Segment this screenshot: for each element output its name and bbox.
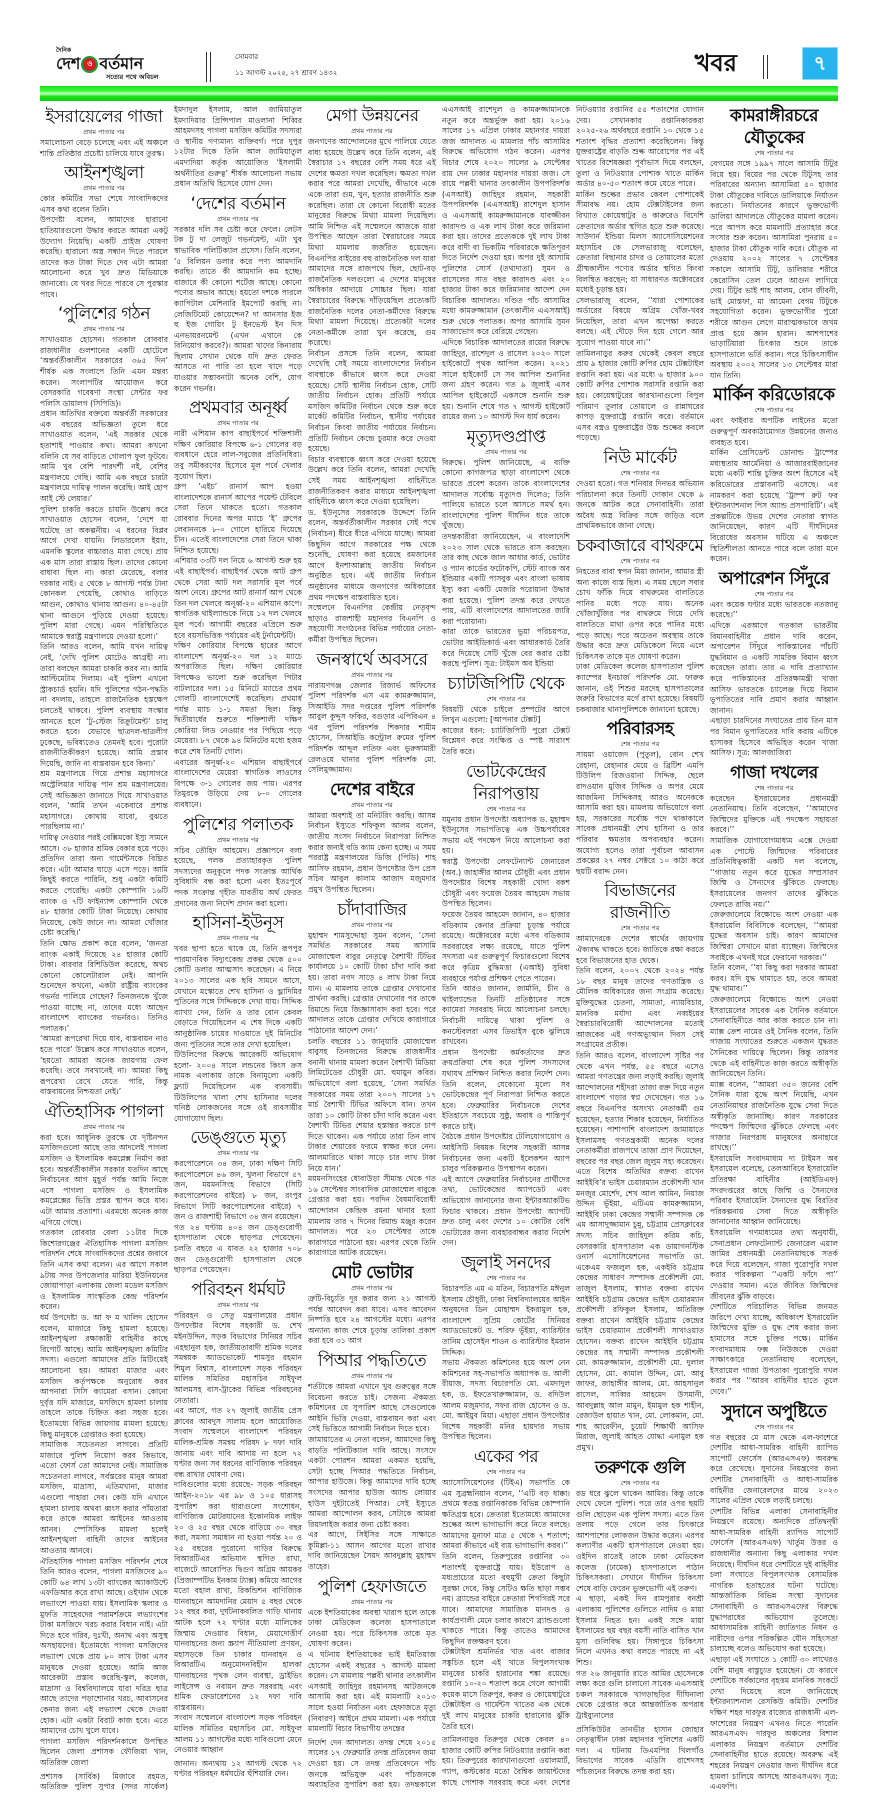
article-headline[interactable]: দেশের বাইরে [330, 779, 414, 800]
continued-from-label: শেষ পাতার পর [620, 924, 660, 933]
continued-from-label: প্রথম পাতার পর [351, 127, 393, 135]
article-continuation[interactable] [576, 1725, 704, 1778]
news-article[interactable] [442, 426, 570, 670]
article-headline[interactable]: চাঁদাবাজির [337, 899, 407, 920]
article-headline[interactable]: ভোটকেন্দ্রের নিরাপত্তায় [466, 761, 546, 804]
article-body: রড ধরে ঝুলে থাকেন আমির। কিন্তু তাকে দেখে ফেলে পুলিশ। পরে তার ওপর ছয়টি গুলি ছোড়েন এক পুলিশ সদস্য। এতে তিন তলায় পড়ে গেলে তার চিৎকারে আশপাশের লোকজন উদ্ধার করেন। এরপর কল্যাণীর একটি হাসপাতালে নেওয়া হয়। ওইদিন রাতেই তাকে ঢাকা মেডিকেল কলেজ (ঢামেক) হাসপাতালে পাঠান চিকিৎসকরা। সেখানে দীর্ঘদিন চিকিৎসা শেষে বাড়ি ফেরেন ভুক্তভোগী এই তরুণ। এ ছাড়া, একই দিন রামপুরার বনশ্রী এলাকায় পুলিশের গুলিতে নাদিম ও মায়া ইসলাম নিহত হন। একই সঙ্গে মায়া ইসলামের ছয় বছর বয়সী নাতি বাসিত খান মুসা গুলিবিদ্ধ হয়। সিঙ্গাপুরে চিকিৎসা নিলে এখনও কথা বলতে পারছে না এই শিশু। গত ২৬ জানুয়ারি রাতে আমির হোসেনকে লক্ষ্য করে গুলি চালানো সাবেক এএসআই চঞ্চল সরকারকে খাগড়াছড়ির দীঘিনালা থেকে গ্রেপ্তার করে আন্তর্জাতিক অপরাধ ট্রাইব্যুনালের [576, 1488, 704, 1720]
news-columns [40, 105, 838, 1793]
article-body: গত বছরের মে মাস থেকে এল-ফাশেরে দেশটির আধা-সামরিক বাহিনী র‍্যাপিড সাপোর্ট ফোর্সেস (আরএসএফ) অবরুদ্ধ করে রেখেছে। সুদানের নিয়ন্ত্রণের জন্য দেশটির সেনাবাহিনী ও আধা-সামরিক বাহিনীর জেনারেলদের মাঝে ২০২৩ সালের এপ্রিল থেকে লড়াই চলছে। দেশটির বিভিন্ন এলাকা সেনাবাহিনীর নিয়ন্ত্রণে রয়েছে। অন্যদিকে প্রতিদ্বন্দ্বী আধা-সামরিক বাহিনী র‍্যাপিড সাপোর্ট ফোর্সেস (আরএসএফ) খার্তুম উত্তর ও রাজধানীর অন্যান্য কিছু এলাকার দখল নিয়েছে। দীর্ঘদিন ধরে দেশটিতে দুই বাহিনীর চলা সংঘাতে বিপুলসংখ্যক বেসামরিক নাগরিক হতাহতের ঘটনা ঘটেছে। আন্তর্জাতিক বিভিন্ন সংস্থা সুদানের সেনাবাহিনী ও আরএসএফের বিরুদ্ধে যুদ্ধাপরাধের অভিযোগ তুলেছে। আধাসামরিক বাহিনী জাতিগত নিধন ও নারীদের ওপর পরিকল্পিত যৌন সহিংসতা চালাচ্ছে বলেও অভিযোগ করা হয়েছে। এছাড়া এই সংঘাতে ১ কোটি ৩০ লাখেরও বেশি মানুষ বাস্তুচ্যুত হয়েছেন। যে কারণে দেশটিকে সর্বকালের বৃহত্তম মানবিক সংকটে দেখা দিয়েছে বলে জানিয়েছে ইন্টারন্যাশনাল রেসকিউ কমিটি। দেশটির দক্ষিণ শহর দারফুর রাজ্যের রাজধানী এল-ফাশেরের নিয়ন্ত্রণ এখনও নিতে পারেনি আরএসএফ। দারফুর অঞ্চলের বিশাল এলাকার নিয়ন্ত্রণ বর্তমানে দেশটির সেনাবাহিনীর হাতে রয়েছে। অবরুদ্ধ এই শহরের নিয়ন্ত্রণ নেওয়ার জন্য দীর্ঘদিন ধরে হামলা চালিয়ে আসছে আরএসএফ। সূত্র: এএফপি। [710, 1432, 838, 1792]
article-body: শর্তটাকে আমরা এখানে খুব গুরুত্বের সঙ্গে বিবেচনা করতে চাই। সেজন্য ঐকমত্য কমিশনের যে সুপারিশ আছে সেগুলোকে আইনি ভিত্তি দেওয়া, বাস্তবায়ন করা এবং সেই ভিত্তিতে আগামী নির্বাচন দিতে হবে। জামায়াতের এ নেতা বলেন, আমাদের কিছু বাড়তি পলিটিক্যাল দাবি আছে। সংসদে একটা পোরশন আমরা একমত হয়েছি, সেটা হচ্ছে পিআর পদ্ধতিতে নির্বাচন, আপার হাউজে। কিন্তু আমাদের দাবি হচ্ছে সংসদের আপার হাউজ অ্যান্ড লোয়ার হাউস দুইটাতেই পিআর। সেই ইস্যুতে আমরা আন্দোলন করব, সেটাকে আমরা রিয়ালাইজ করার জন্য চেষ্টা করব। এর আগে, সিইসির সঙ্গে সাক্ষাতে কুমিল্লা-১১ আসন আগের মতো রাখার দাবি জানিয়েছেন সৈয়দ আবদুল্লাহ মুহাম্মদ তাহের। [308, 1381, 436, 1572]
news-article[interactable] [174, 1127, 302, 1276]
article-body: জানান। অন্যথায় ১২ আগস্ট থেকে ৭২ ঘণ্টার পরিবহন ধর্মঘটের হুঁশিয়ারি দেন। [174, 1758, 302, 1779]
article-headline[interactable]: মেগা উন্নয়নের [325, 106, 419, 126]
article-headline[interactable]: মৃত্যুদণ্ডপ্রাপ্ত [466, 426, 546, 447]
news-article[interactable] [710, 384, 838, 564]
header-divider [763, 55, 768, 79]
continued-from-label: শেষ পাতার পর [486, 1467, 526, 1476]
article-headline[interactable]: চ্যাটজিপিটি থেকে [447, 673, 565, 694]
news-article[interactable] [308, 779, 436, 896]
continued-from-label: প্রথম পাতার পর [351, 1284, 393, 1292]
continued-from-label: প্রথম পাতার পর [83, 325, 125, 334]
issue-date: ১১ আগস্ট ২০২৫, ২৭ শ্রাবণ ১৪৩২ [235, 69, 338, 77]
news-article[interactable] [442, 761, 570, 1249]
news-article[interactable] [576, 880, 704, 1453]
article-headline[interactable]: জুলাই সনদের [461, 1253, 551, 1273]
continued-from-label: প্রথম পাতার পর [83, 128, 125, 136]
issue-day: সোমবার [235, 53, 259, 61]
article-body: করা হবে। আধুনিক তুরস্কে যে দৃষ্টিনন্দন মসজিদগুলো আছে তার আদলেই পাগলা মসজিদ ও ইসলামিক কমপ্লেক্স নির্মাণ করা হবে। অন্তর্বর্তীকালীন সরকার যতদিন আছে নির্বাচনের আগ মুহূর্ত পর্যন্ত আমি নিজে এসে পাগলা মসজিদ ও ইসলামিক কমপ্লেক্সের ভিত্তি প্রস্তর স্থাপন করে যাব। এটা আমার প্রত্যাশা। এরমধ্যে অনেক কাজ এগিয়ে গেছে। গতকাল রোববার বেলা ১১টার দিকে কিশোরগঞ্জের ঐতিহাসিক পাগলা মসজিদ পরিদর্শন শেষে সাংবাদিকদের প্রশ্নের জবাবে তিনি এসব কথা বলেন। এর আগে সকাল ৯টায় সদর উপজেলার মারিয়া ইউনিয়নের জোয়াপাড়া এলাকায় জেলা মডেল মসজিদ ও ইসলামিক সাংস্কৃতিক কেন্দ্র পরিদর্শন করেন। ধর্ম উপদেষ্টা ড. আ ফ ম খালিদ হোসেন বলেন, মাজারে কিছু হামলা হয়েছে। আইনশৃঙ্খলা রক্ষাকারী বাহিনীর কাছে রিপোর্ট আছে। আমি আইনশৃঙ্খলা কমিটির সদস্য। এগুলো আমাদের প্রতি মিটিংয়েই আলোচনা হয়। আমরা মাজার এবং মসজিদ কর্তৃপক্ষকে অনুরোধ করব আপনারা সিসি ক্যামেরা বসান। কোনো দুর্বৃত্ত যদি মাজারে, মসজিদে হামলা চালায় তাহলে তাকে চিহ্নিত করা সহজ হবে। ইতোমধ্যে বিভিন্ন জায়গায় মামলা হয়েছে। কিছু মানুষকে গ্রেপ্তারও করা হয়েছে। সামাজিক সচেতনতা লাগবে। প্রতিটি মাজারে পুলিশ নিয়োগ করব কিভাবে, এতো ফোর্স তো আমাদের নেই। সামাজিক সচেতনতা লাগবে, সর্বস্তরের মানুষ আমরা মসজিদ, মাদ্রাসা, এতিমখানা, মাজার এগুলো পাহারা দেব। কেউ যদি এখানে হামলা চালায় অথবা ধ্বংস করার পাঁয়তারা করে তাকে আমরা আইনের আওতায় আনব। স্পেসিফিক মামলা হলেই আইনশৃঙ্খলা বাহিনী তাদের আইনের আওতায় আনবে। ঐতিহাসিক পাগলা মসজিদ পরিদর্শন শেষে তিনি আরও বলেন, পাগলা মসজিদের ৯০ কোটি ৬৪ লাখ ১৩টা ব্যাংকের অ্যাকাউন্টে এফডিআর করে রাখা আছে। ওইখান থেকে লভ্যাংশে পাওয়া যায়। ইসলামিক স্কলার ও মুফতি সাহেবদের পরামর্শক্রমে লভ্যাংশের টাকা মসজিদে খরচ করার বিধান নাই। এটা দিতে হবে গরিব, দুঃখী, অনাথ এবং অসুস্থ অসহায়দের। ইতোমধ্যে পাগলা মসজিদের লভ্যাংশ থেকে প্রায় ৮০ লাখ টাকা এসব মানুষকে দেওয়া হয়েছে। আমি আজ আরেকটা প্রস্তাব করেছি-স্কুল, কলেজ, মাদ্রাসা ও বিশ্ববিদ্যালয়ে যারা দরিদ্র ছাত্র আছে তাদের পড়াশোনার খরচ, আবাসনের কেনার জন্য এই লভ্যাংশ থেকে দেওয়া হোক। এটা একটা বিরাট কাজ হবে। এতে আমাদের চোখ খুলে যাবে। পাগলা মসজিদ পরিদর্শনকালে উপস্থিত ছিলেন জেলা প্রশাসক ফৌজিয়া খান, অতিরিক্ত জেলা [40, 1132, 168, 1767]
article-headline[interactable]: নিউ মার্কেট [603, 448, 677, 468]
continued-from-label: প্রথম পাতার পর [351, 1371, 393, 1380]
article-body: সাখাওয়াত হোসেন। গতকাল রোববার রাজধানীর গুলশানের একটি হোটেলে ‘অন্তর্বর্তীকালীন সরকারের ৩৬৫ দিন’ শীর্ষক এক সংলাপে তিনি এমন মন্তব্য করেন। সংলাপটির আয়োজন করে বেসরকারি গবেষণা সংস্থা সেন্টার ফর পলিসি ডায়ালগ (সিপিডি)। প্রধান অতিথির বক্তব্যে অন্তর্বর্তী সরকারের এক বছরের অভিজ্ঞতা তুলে ধরে সাখাওয়াত বলেন, ‘এই সরকার থেকে হতাশাই পাওয়ার কথা। আমরা কখনো বলিনি যে সব বাড়িতে গোলাপ ফুল ফুটবে। আমি খুব বেশি পারদর্শী নই, বেশির মন্ত্রণালয়ে গেছি। আমি এক বছরে চারটা মন্ত্রণালয়ে দায়িত্ব পালন করেছি। আই হোপ আই স্টে লেয়ার।’ পুলিশ চাকরি করতে চায়নি উল্লেখ করে সাখাওয়াত হোসেন বলেন, ‘দেশে যা ঘটেছে তা অকল্পনীয়। এ ধরনের বিপ্লব আগে দেখা যায়নি। লিডারলেস ইয়াং, এমনকি স্কুলের বাচ্চারাও মারা গেছে। প্রায় এক মাস তারা রাস্তায় ছিল। তাদের কোনো বাধাবা ছিল না। কারা মেরেছে, বলার দরকার নাই। ৫ থেকে ৮ আগস্ট পর্যন্ত টানা কোনকল পেয়েছি, কোথাও বাড়িতে আগুন, কোথাও থানায় আগুন। ৪০-৪৫টা থানা আগুনে পুড়িয়ে দেওয়া হয়েছে। পুলিশ মারা গেছে। এমন পরিস্থিতিতে আমাকে স্বরাষ্ট্র মন্ত্রণালয়ে দেওয়া হলো।’ তিনি আরও বলেন, আমি যখন দায়িত্ব নেই, ‘দেখি পুলিশ মোটেও আগ্রহী না। তারা বলছেন আমরা চাকরি করব না। আমি আল্টিমেটাম দিলাম। এই পুলিশ এখনো স্ট্রাকচার্ড হয়নি। যদি পুলিশের গঠন-পদ্ধতি না বদলায়, তাহলে রাজনৈতিক হস্তক্ষেপ চলতেই থাকবে। পুলিশ ব্যবস্থায় সংস্কার আনতে হলে ‘টু-স্টেজ রিক্রুটমেন্ট’ চালু করতে হবে। যেভাবে ছাত্রদল-ছাত্রলীগ ঢুকেছে, ভবিষ্যতেও তেমনই হবে। পুরোটা রাজনীতিকীকরণ হয়েছে। আমি প্রস্তাব দিয়েছি, জানি না বাস্তবায়ন হবে কিনা।’ শ্রম মন্ত্রণালয়ে গিয়ে প্রশান্ত মহাসাগরে অস্ট্রেলিয়ার দায়িত্ব পান শ্রম মন্ত্রণালয়ের। সেই অভিজ্ঞতা জানাতে গিয়ে সাখাওয়াত বলেন, ‘আমি তখন একেবারে প্রশান্ত মহাসাগরে। কোথায় যাবো, বুঝতে পারছিলাম না।’ দায়িত্ব নেওয়ার পরই বেক্সিমকো ইস্যু সামনে আসে। ৩৮ হাজার শ্রমিক বেকার হয়ে পড়ে। প্রতিদিন তারা অন্য গার্মেন্টসকে বিঘ্নিত করে। এটা আমার ঘাড়ে এসে পড়ে। আমি কিছুই করতে পারিনি, শুধু একটা কমিটি করতে পেরেছি। একটা কোম্পানি ১৬টি ব্যাংক ও ৭টি ফাইন্যান্স কোম্পানি থেকে ৪৮ হাজার কোটি টাকা নিয়েছে। কোথায় নিয়েছে, কেউ জানে না। আমরা খোঁজার চেষ্টা করেছি।’ তিনি ক্ষোভ প্রকাশ করে বলেন, ‘জনতা ব্যাংক একাই দিয়েছে ২৪ হাজার কোটি টাকা। বারবার রিশিডিউল করেছে, অথচ কোনো কোলেটারাল নেই। আপনি শুনেছেন কখনো, একটা রাষ্ট্রীয় ব্যাংকের গভর্নর পালিয়ে গেছেন? তিনজনকে খুঁজে পাওয়া যাচ্ছে না, তাদের মধ্যে আছেন বাংলাদেশ ব্যাংকের গভর্নরও। তিনিও পলাতক।’ ‘আমরা রূপরেখা দিয়ে যাব, বাস্তবায়ন নাও হতে পারে’ উল্লেখ করে সাখাওয়াত বলেন, ‘হয়তো আমরা অনেক জায়গায় ফেল করেছি। তবে সবখানেই না। আমরা কিছু রূপরেখা রেখে যেতে পারি, কিন্তু বাস্তবায়নের নিশ্চয়তা নেই।’ [40, 335, 168, 1097]
news-article[interactable] [442, 673, 570, 758]
continued-from-label: প্রথম পাতার পর [351, 1597, 393, 1606]
news-article[interactable] [576, 447, 704, 532]
page-number-badge: ৭ [802, 47, 838, 80]
article-headline[interactable]: সুদানে অপুষ্টিতে [721, 1401, 827, 1422]
article-body: আমাদেরকে দেশের স্বার্থের জায়গায় ঐক্যবদ্ধ থাকতে হবে। জাতিকে রক্ষা করতে হবে বিভাজনের হাত থেকে। তিনি বলেন, ২০০৭ থেকে ২০২৪ পর্যন্ত ১৮ বছর মানুষ তাদের গণতান্ত্রিক ও মৌলিক অধিকারের জন্য সংগ্রাম করেছে। মুক্তিযুদ্ধের চেতনা, সাম্যতা, ন্যায়বিচার, মানবিক মর্যাদা এবং নব্বইয়ের স্বৈরাচারবিরোধী আন্দোলনের মতোই আজকের এই গণঅভ্যুত্থান দিবস সেই সংগ্রামের প্রতীক। তিনি আরও বলেন, বাংলাদেশ সৃষ্টির পর থেকে এখন পর্যন্ত, ৫৫ বছরে এসেও আমরা গণতন্ত্রের জন্য লড়াই করছি। জুলাই আন্দোলনের শহীদরা তাজা রক্ত দিয়ে নতুন বাংলাদেশ গড়ার স্বপ্ন দেখেছেন। গত ১৬ বছরে বিএনপির অসংখ্য নেতাকর্মী গুম হয়েছেন, হত্যার শিকার হয়েছেন, নির্যাতিত হয়েছেন। পাশাপাশি বাংলাদেশ জামায়াতে ইসলামসহ গণতন্ত্রকামী অনেক দলের নেতাকর্মীরা রাজপথে তাজা প্রাণ দিয়েছেন, বছরের পর বছর জেল জুলুম সহ্য করেছেন। এতে বিশেষ অতিথির বক্তব্য রাখেন আইইবি’র ভাইস চেয়ারম্যান প্রকৌশলী খান মনজুর মোর্শেদ, শেখ আল আমিন, নিয়াজ উদ্দিন ভূঁইয়া, এটিএম কামরুজ্জামান, আইইবি ঢাকা কেন্দ্রের সম্মানী সম্পাদক কে এম আসাদুজ্জামান চুন্নু, চট্টগ্রাম প্রেসক্লাবের সদস্য সচিব জাহিদুল করিম কচি, বেসরকারি হাসপাতাল এক ডায়াগনস্টিক ওনার্স এসোসিয়েশনের সভাপতি ডা. একেএম ফজলুল হক, একইবি চট্টগ্রাম কেন্দ্রের সাধারণ সম্পাদক প্রকৌশলী মো. তাজুল ইসলাম, স্বাগত বক্তব্য রাখেন আইইবি চট্টগ্রাম কেন্দ্রের ভাইস চেয়ারম্যান প্রকৌশলী রফিকুল ইসলাম, অতিরিক্ত বক্তব্য রাখেন আইইবি চট্টগ্রাম কেন্দ্রের ভাইস চেয়ারম্যান প্রকৌশলী সাখাওয়াত হোসেন। বক্তব্য রাখেন আইইবি চট্টগ্রাম কেন্দ্রের সহ সম্মানী সম্পাদক প্রকৌশলী মো. কামরুজ্জামান, প্রকৌশলী মো. দুলাল হোসেন, মো. কামাল উদ্দিন, মো. আবু জাফর, জাহাঙ্গীর আলম, মো. আহসানুল রাসেল, সাব্বির আহমেদ উসমানী, আবদুল্লাহ আল মামুন, ইমামুল হক শাহীন, রেজাউল হায়াত খান, মো. লোকমান, মো. শাহ আরেফীন, চুয়েট শিক্ষার্থী আসিফ মিরাজ, জুলাই আহত যোদ্ধা এনামুল হক প্রমুখ। [576, 934, 704, 1452]
continued-from-label: প্রথম পাতার পর [485, 447, 527, 456]
article-body: নারায়ণগঞ্জ জেলার রিজার্ভ অফিসের পুলিশ পরিদর্শক এস এম কামরুজ্জামান, সিআইডি সদর দপ্তরের পুলিশ পরিদর্শক আবুল কুদ্দুস ফকির, বগুড়ার এপিবিএন ৪ এর পুলিশ পরিদর্শক শিকদার শামীম হোসেন, সিআইডি কন্ট্রোল রুমের পুলিশ পরিদর্শক আব্দুল লতিফ এবং ভুরুঙ্গামারী রেলওয়ে থানার পুলিশ পরিদর্শক মো. সেলিমুজ্জামান। [308, 680, 436, 775]
continued-from-label: শেষ পাতার পর [754, 589, 794, 598]
logo-text-left: দেশ [56, 54, 81, 73]
news-article[interactable] [576, 535, 704, 715]
continued-from-label: প্রথম পাতার পর [217, 214, 259, 223]
continued-from-label: প্রথম পাতার পর [217, 1300, 259, 1309]
article-body: বিরুদ্ধে। পুলিশ জানিয়েছে, এ ব্যক্তি কোনো কাগজপত্র ছাড়া বাংলাদেশ থেকে ভারতে প্রবেশ করেন। তাকে বাংলাদেশের আদালত সর্বোচ্চ মৃত্যুদণ্ড দিলেও; তিনি পালিয়ে ভারতে চলে আসতে সমর্থ হন। বাংলাদেশের পুলিশ দীর্ঘদিন ধরে তাকে খুঁজছে। তদন্তকারীরা জানিয়েছেন, এ বাংলাদেশি ২০২৩ সাল থেকে ভারতে বাস করছেন। তার কাছ থেকে জাল আধার কার্ড, ভোটার ও প্যান কার্ডের ফটোকপি, স্টেট ব্যাংক অব ইন্ডিয়ার একটি পাসবুক এবং বাংলা ভাষায় ইস্যু করা একটি মেজরি পরোয়ানা উদ্ধার করা হয়েছে। পুলিশ তদন্ত করে দেখতে পায়, এটি বাংলাদেশের আদালতের জারি করা পরোয়ানা। কারা তাকে ভারতের ভুয়া পরিচয়পত্র, ভোটার আইডিকার্ড এবং আধারকার্ড তৈরি করে দিয়েছে সেটি খুঁজে বের করার চেষ্টা করছে পুলিশ। সূত্র: টাইমস অব ইন্ডিয়া [442, 457, 570, 669]
tagline: সত্যের পথে অবিচল [106, 73, 159, 81]
news-article[interactable] [308, 1576, 436, 1735]
masthead-daily-label: দৈনিক [56, 47, 72, 54]
article-headline[interactable]: ইসরায়েলের গাজা [45, 107, 163, 127]
article-headline[interactable]: ‘পুলিশের গঠন [58, 304, 150, 325]
continued-from-label: শেষ পাতার পর [754, 783, 794, 792]
header-divider [206, 52, 211, 82]
news-article[interactable] [576, 718, 704, 877]
news-article[interactable] [710, 762, 838, 1398]
article-headline[interactable]: পরিবারসহ [606, 719, 674, 740]
news-article[interactable] [442, 1446, 570, 1732]
news-article[interactable] [710, 105, 838, 381]
masthead [40, 47, 838, 86]
continued-from-label: প্রথম পাতার পর [351, 670, 393, 679]
article-body: একে ইশতিয়াকের অবস্থা খারাপ হলে তাকে ঢাকা মেডিকেল কলেজ হাসপাতালে নেওয়া হয়। পরে চিকিৎসক তাকে মৃত ঘোষণা করেন। এ ঘটনায় ইশতিয়াকের ভাই ইমতিয়াজ হোসেন একই বছরের ৭ আগস্ট মামলা করেন। সে মামলায় পল্লবী থানার তৎকালীন এসআই জাহিদুর রহমানসহ আটজনকে আসামি করা হয়। এই মামলাটি ২০১৩ সালে হওয়া নির্যাতন এবং হেফাজতে মৃত্যু (নিবারণ) আইনে প্রথম মামলা। এক পর্যায়ে মামলাটি বিচার বিভাগীয় তদন্তের [308, 1607, 436, 1734]
article-body: কোর কমিটির সভা শেষে সাংবাদিকদের এসব কথা বলেন তিনি। উপদেষ্টা বলেন, আমাদের হারানো হাতিয়ারগুলো উদ্ধার করতে আমরা একটু উদ্যোগ নিয়েছি। একটি প্রাইজ ঘোষণা করেছি। হারানো অস্ত্র সন্ধান দিতে পারলে তাদের কত টাকা দিতে দেব এটা আমরা আলোচনা করে খুব দ্রুত মিডিয়াকে জানাবো। যে খবর দিতে পারবে সে পুরস্কার পাবে। [40, 194, 168, 299]
newspaper-logo[interactable] [56, 54, 206, 73]
continued-from-label: প্রথম পাতার পর [83, 1122, 125, 1131]
continued-from-label: শেষ পাতার পর [486, 694, 526, 703]
article-headline[interactable]: তরুণকে গুলি [595, 1457, 685, 1478]
news-article[interactable] [174, 1279, 302, 1756]
article-headline[interactable]: পিআর পদ্ধতিতে [317, 1350, 427, 1371]
continued-from-label: শেষ পাতার পর [754, 406, 794, 415]
article-body: নিহতের বাবা স্বপন মিয়া জানান, আমার স্ত্রী অন্য কাজে ব্যস্ত ছিল। এ সময় ছেলে সবার চোখ ফাঁকি দিয়ে বাথরুমের বালতিতে পানির মধ্যে পড়ে যায়। অনেক খোঁজাখুঁজির পর বাথরুমে গিয়ে দেখি বালতিতে মাথা ওপর করে পানির মধ্যে পড়ে আছে। পরে অচেতন অবস্থায় তাকে উদ্ধার করে দ্রুত মেডিকেলে নিয়ে এলে চিকিৎসক তাকে মৃত ঘোষণা করেন। ঢাকা মেডিকেল কলেজ হাসপাতাল পুলিশ ক্যাম্পের ইনচার্জ পরিদর্শক মো. ফারুক জানান, ওই শিশুর মরদেহ হাসপাতালের জরুরি বিভাগের মর্গে রাখা হয়েছে। বিষয়টি চকবাজার থানাপুলিশকে জানানো হয়েছে। [576, 566, 704, 714]
article-headline[interactable]: মোট ভোটার [331, 1263, 413, 1283]
article-body: নির্দেশ দেন আদালত। তদন্ত শেষে ২০১৫ সালের ১৭ ফেব্রুয়ারি তদন্ত প্রতিবেদন জমা দেওয়া হয়। সে তদন্ত প্রতিবেদনে পাঁচ জনকে অভিযুক্ত এবং পাঁচজনকে অব্যাহতির সুপারিশ করা হয়। তদন্তকালে এএসআই রাশেদুল ও কামরুজ্জামানকে নতুন করে অন্তর্ভুক্ত করা হয়। ২০১৬ সালের ১৭ এপ্রিল ঢাকার মহানগর দায়রা জজ আদালত এ মামলার পাঁচ আসামির বিরুদ্ধে অভিযোগ গঠন করেন। এরপর বিচার শেষে ২০২০ সালের ৯ সেপ্টেম্বর রায় দেন ঢাকার মহানগর দায়রা জজ। সে রায়ে পল্লবী থানার তৎকালীন উপপরিদর্শক (এসআই) জাহিদুর রহমান, সহকারী উপপরিদর্শক (এএসআই) রাশেদুল হাসান ও এএসআই কামরুজ্জামানকে যাবজ্জীবন কারাদণ্ড ও এক লাখ টাকা করে জরিমানা করা হয়। তাদের প্রত্যেককে দুই লাখ টাকা করে বাদী বা ভিকটিম পরিবারকে ক্ষতিপূরণ দিতে নির্দেশ দেওয়া হয়। অপর দুই আসামি পুলিশের সোর্স (তথ্যদাতা) সুমন ও রাসেলের সাত বছর কারাদণ্ড এবং ২০ হাজার টাকা করে জরিমানার আদেশ দেন বিচারিক আদালত। দণ্ডিত পাঁচ আসামির মধ্যে কামরুজ্জামান (তৎকালীন এএসআই) শুরু থেকে পলাতক। অপর আসামি সুমন সাজাভোগ করে বেরিয়ে গেছেন। এদিকে বিচারিক আদালতের রায়ের বিরুদ্ধে জাহিদুর, রাশেদুল ও রাসেল ২০২০ সালে হাইকোর্টে পৃথক আপিল করেন। ২০২১ সালে হাইকোর্ট সে সব আপিল শুনানির জন্য গ্রহণ করেন। গত ৯ জুলাই এসব আপিল হাইকোর্টে একসঙ্গে শুনানি শুরু হয়। শুনানি শেষে গত ৭ আগস্ট হাইকোর্ট রায়ের জন্য ১০ আগস্ট দিন ধার্য করেন। [308, 105, 570, 1790]
article-body: সমালোচনা বেড়ে চলেছে এবং এই অঞ্চলে শান্তি প্রতিষ্ঠার প্রচেষ্টা চালিয়ে যাবে তুরস্ক। [40, 138, 168, 158]
article-body: মুহাম্মদ শামসুদ্দোহা সুমন বলেন, ‘সেনা সমর্থিত সরকারের সময় আসামি মোজাম্মেল বাবুর নেতৃত্বে বৈশাখী টিভির কার্যালয়ে ১০ কোটি টাকা চাঁদা দাবি করা হয়। তারা নগদ সাড়ে ৪ লাখ টাকা নিয়ে যান। এ মামলায় তাকে গ্রেপ্তার দেখানোর প্রার্থনা করছি। গ্রেপ্তার দেখানোর পর তাকে রিমান্ডে নিয়ে জিজ্ঞাসাবাদ করা হবে। পরে আদালত তাকে গ্রেপ্তার দেখিয়ে কারাগারে পাঠানোর আদেশ দেন।’ চলতি বছরের ১১ জানুয়ারি মোজাম্মেল বাবুসহ তিনজনের বিরুদ্ধে রাজধানীর বনানী থানায় মামলা করেন বৈশাখী মিডিয়া লিমিটেডের চৌধুরী মো. হুমায়ুন কবির। অভিযোগে বলা হয়েছে, ‘সেনা সমর্থিত সরকারের সময় তারা ২০০৭ সালের ১৭ মার্চ বৈশাখী টিভির অফিসে যান। তখন তারা ১০ কোটি টাকা চাঁদা দাবি করেন এবং বৈশাখী টিভির শেয়ার হস্তান্তর করতে চাপ দিতে থাকেন। এক পর্যায়ে তারা তিন লাখ টাকার শেয়ারের ফরমে স্বাক্ষর করে নেন। আলমারিতে থাকা সাড়ে চার লাখ টাকা নিয়ে যান।’ ময়মনসিংহের ধোবাউড়া সীমান্ত থেকে গত ১৬ সেপ্টেম্বর সাংবাদিক মোজাম্মেল বাবুকে গ্রেপ্তার করা হয়। পরদিন বৈষম্যবিরোধী আন্দোলন কেন্দ্রিক রমনা থানার হত্যা মামলায় তার ৭ দিনের রিমান্ড মঞ্জুর করেন আদালত। পরে ২৩ সেপ্টেম্বর তাকে কারাগারে পাঠানো হয়। এরপর থেকে তিনি কারাগারে আটক রয়েছেন। [308, 930, 436, 1258]
article-body: পরিবহন ও সেতু মন্ত্রণালয়ের প্রধান উপদেষ্টার বিশেষ সহকারী ড. শেখ মইনউদ্দিন, সড়ক বিভাগের সিনিয়র সচিব এহছানুল হক, জাতীয়তাবাদী শ্রমিক দলের সমন্বয়ক অ্যাডভোকেট শামসুর রহমান শিমুল বিশ্বাস, বাংলাদেশ সড়ক পরিবহন মালিক সমিতির মহাসচিব সাইফুল আলমসহ বাস-ট্রাকের বিভিন্ন পরিবহনের নেতারা। এর আগে, গত ২৭ জুলাই জাতীয় প্রেস ক্লাবের আবদুস সালাম হলে আয়োজিত সংবাদ সম্মেলনে বাংলাদেশ পরিবহন মালিক-শ্রমিক সমন্বয় পরিষদ ৮ দফা দাবি জানায় এবং দাবি আদায় না হলে ৭২ ঘণ্টার জন্য সব ধরনের বাণিজ্যিক পরিবহন বন্ধ রাখার ঘোষণা দেয়। দাবিগুলোর মধ্যে রয়েছে- সড়ক পরিবহন আইন-২০১৮ এর ৯৮ ও ১০৫ ধারাসহ সুপারিশ করা ধারাগুলো সংশোধন, বাণিজ্যিক মোটরযানের ইকোনমিক লাইফ ২০ ও ২৫ বছর থেকে বাড়িয়ে ৩০ বছর করা, সমস্যা সমাধান না হওয়া পর্যন্ত ২০ ও ২৫ বছরের পুরোনো গাড়ির বিরুদ্ধে বিআরটিএর অভিযান স্থগিত রাখা, বাজেটে আরোপিত দ্বিগুণ অগ্রিম আয়কর (প্রিজাম্পটিভ ইনকাম ট্যাক্স) কমিয়ে আগের মতো বহাল রাখা, রিকন্ডিশন বাণিজ্যিক যানবাহনে আমদানির মেয়াদ ৫ বছর থেকে ১২ বছর করা, দুর্ঘটনাকবলিত গাড়ি থানায় আটক হলে ৭২ ঘণ্টার মধ্যে মালিকের জিম্মায় দেওয়ার বিধান, মেয়াদোত্তীর্ণ যানবাহনের জন্য স্ক্র্যাপ নীতিমালা প্রণয়ন, মহাসড়কে তিন চাকার যানবাহন ও বিআরটিএ অনুমোদনবিহীন হালকা যানবাহনের পৃথক লেন ব্যবস্থা, ড্রাইভিং লাইসেন্স ও নবায়ন দ্রুত সরবরাহ এবং শ্রমিক ফেডারেশনের ১২ দফা দাবি বাস্তবায়ন। সংবাদ সম্মেলনে বাংলাদেশ সড়ক পরিবহন মালিক সমিতির মহাসচিব মো. সাইফুল আলম ১১ আগস্টের মধ্যে দাবিগুলো মেনে নেওয়ার আহ্বান [174, 1310, 302, 1755]
article-body: প্রশাসক (সার্বিক) মিজাবে রহমত, অতিরিক্ত পুলিশ সুপার (সদর সার্কেল) ইমদাদুল ইসলাম, আল জামিয়াতুল ইমদাদিয়ার প্রিন্সিপাল মাওলানা শিব্বির আহমদসহ পাগলা মসজিদ কমিটির সদস্যরা ও স্থানীয় গণ্যমান্য ব্যক্তিবর্গ। পরে দুপুর ১২টার দিকে তিনি আল জামিয়াতুল এমদাদিয়া কর্তৃক আয়োজিত ‘ইসলামী অর্থনীতির গুরুত্ব’ শীর্ষক আলোচনা সভায় প্রধান অতিথি হিসেবে যোগ দেন। [40, 105, 302, 1792]
news-article[interactable] [308, 1350, 436, 1573]
article-headline[interactable]: পুলিশের পলাতক [182, 814, 293, 835]
article-body: করেছেন ইসরায়েলের প্রধানমন্ত্রী নেতানিয়াহু। তিনি বলেছেন, ‘‘আমাদের জিম্মিদের মুক্তিকে এই পদক্ষেপ সহায়তা করবে।’’ সামাজিক যোগাযোগমাধ্যম এক্সে দেওয়া এক পোস্টে জিম্মিদের পরিবারের প্রতিনিধিত্বকারী একটি দল বলেছে, ‘‘গাজায় নতুন করে যুদ্ধের সম্প্রসারণ জিম্মি ও সৈন্যদের ঝুঁকিতে ফেলছে। ইসরায়েলের জনগণ তাদের ঝুঁকিতে ফেলতে রাজি নয়।’’ জেরুজালেমে বিক্ষোভে অংশ নেওয়া এক ইসরায়েলি বিবিসিকে বলেছেন, ‘‘আমরা যুদ্ধের অবসান চাই। কারণ আমাদের জিম্মিরা সেখানে মারা যাচ্ছেন। জিম্মিদের সবাইকে এখনই ঘরে ফেরানো দরকার।’’ তিনি বলেন, ‘‘যা কিছু করা দরকার আমরা করব। যদি যুদ্ধ থামাতে হয়, তবে আমরা যুদ্ধ থামাব।’’ জেরুজালেমে বিক্ষোভে অংশ নেওয়া ইসরায়েলের সাবেক এক সৈনিক বর্তমানে সেনাবাহিনীতে আর কাজ করতে চান না। ম্যাক্স ক্রেশ নামের ওই সৈনিক বলেন, তিনি গাজায় সংঘাতের শুরুতে একজন যুদ্ধরত সৈনিকের দায়িত্বে ছিলেন। কিন্তু তারপর থেকে এই বাহিনীতে কাজ করতে অস্বীকৃতি জানিয়েছেন তিনি। ম্যাক্স বলেন, ‘‘আমরা ৩৫০ জনের বেশি সৈনিক যারা যুদ্ধে অংশ নিয়েছি, এখন নেতানিয়াহুর রাজনৈতিক যুদ্ধে সেবা দিতে অস্বীকৃতি জানাচ্ছি। কারণ সরকারের পদক্ষেপ জিম্মিদের ঝুঁকিতে ফেলছে এবং গাজার নিরপরাধ মানুষদের অনাহারে রাখছে।’’ ইসরায়েলি সংবাদমাধ্যম দ্য টাইমস অব ইসরায়েল বলেছে, তেলআবিবে ইসরায়েলি প্রতিরক্ষা বাহিনীর (আইডিএফ) সদরদপ্তরের কাছে জিম্মি ও সৈন্যদের পরিবার ইসরায়েলি সৈন্যদের যুদ্ধ বিরতির পরিকল্পনায় সেবা দিতে অস্বীকৃতি জানানোর আহ্বান জানিয়েছে। ইসরায়েলি গণমাধ্যমের তথ্য অনুযায়ী, সেনাপ্রধান লেফটেন্যান্ট জেনারেল এয়াল জামির প্রধানমন্ত্রী নেতানিয়াহুকে সতর্ক করে দিয়ে বলেছেন, গাজা পুরোপুরি দখল করার পরিকল্পনা ‘‘একটি ফাঁদে পা’’ দেওয়ার সমান। এতে জীবিত জিম্মিদের জীবনের ঝুঁকি বাড়বে। দেশটিতে পরিচালিত বিভিন্ন জনমত জরিপে দেখা যাচ্ছে, অধিকাংশ ইসরায়েলি জিম্মিদের মুক্তি ও যুদ্ধ শেষ করার জন্য হামাসের সঙ্গে চুক্তির পক্ষে। মার্কিন সংবাদমাধ্যম ফক্স নিউজকে দেওয়া সাক্ষাৎকারে নেতানিয়াহু বলেছেন, ইসরায়েল গাজা উপত্যকা পুরোপুরি দখল করার পর ‘‘আরব বাহিনীর হাতে তুলে দেবে।’’ [710, 793, 838, 1396]
continued-from-label: শেষ পাতার পর [620, 1478, 660, 1487]
article-headline[interactable]: প্রথমবার অনূর্ধ্ব [188, 398, 288, 419]
news-article[interactable] [710, 568, 838, 759]
news-article[interactable] [308, 649, 436, 776]
news-article[interactable] [40, 106, 168, 159]
article-body: সচিব তৌহিদ আহমেদ। প্রজ্ঞাপনে বলা হয়েছে, পলক প্রত্যাহারকৃত পুলিশ সদস্যদের অনুকূলে পদক সংক্রান্ত আর্থিক সুবিধাদি বন্ধ করা হলো এবং ইতঃপূর্বে পদক সংক্রান্ত গৃহীত যাবতীয় অর্থ ফেরত প্রদানের জন্য নির্দেশ প্রদান করা হলো। [174, 845, 302, 908]
continued-from-label: শেষ পাতার পর [754, 1422, 794, 1431]
article-body: যমুনায় প্রধান উপদেষ্টা অধ্যাপক ড. মুহাম্মদ ইউনূসের সভাপতিত্বে এক উচ্চপর্যায়ের সভায় এই পদক্ষেপ নিয়ে আলোচনা করা হয়। স্বরাষ্ট্র উপদেষ্টা লেফটেন্যান্ট জেনারেল (অব.) জাহাঙ্গীর আলম চৌধুরী এবং প্রধান উপদেষ্টার বিশেষ সহকারী খোদা বকশ চৌধুরী এবং ফয়েজ তৈয়ব আহমেদ সভায় উপস্থিত ছিলেন। ফয়েজ তৈয়ব আহমেদ জানান, ৪০ হাজার বডিক্যাম কেনার প্রক্রিয়া চূড়ান্ত পর্যায়ে রয়েছে। অক্টোবরের মধ্যে এসব বডিক্যাম সরবরাহের লক্ষ্য রয়েছে, যাতে পুলিশ সদস্যরা এর গুরুত্বপূর্ণ ফিচারগুলো বিশেষ করে কৃত্রিম বুদ্ধিমত্তা (এআই) সুবিধা ব্যবহারে পর্যাপ্ত প্রশিক্ষণ পেতে পারেন। তিনি আরও জানান, জার্মানি, চীন ও থাইল্যান্ডের তিনটি প্রতিষ্ঠানের সঙ্গে ক্যামেরা সরবরাহ নিয়ে আলোচনা চলছে। নির্বাচনী দায়িত্বে থাকা পুলিশ ও কনস্টেবলরা এসব ডিভাইস বুকে ঝুলিয়ে রাখবেন। প্রধান উপদেষ্টা কর্মকর্তাদের দ্রুত ক্রয়প্রক্রিয়া শেষ করে পুলিশ সদস্যদের যথাযথ প্রশিক্ষণ নিশ্চিত করার নির্দেশ দেন। তিনি বলেন, যেকোনো মূল্যে সব ভোটকেন্দ্রের পূর্ণ নিরাপত্তা নিশ্চিত করতে হবে। ফেব্রুয়ারির নির্বাচনকে দেশের ইতিহাসে সবচেয়ে সুষ্ঠু, অবাধ ও শান্তিপূর্ণ করতে চাই। বৈঠকে প্রধান উপদেষ্টার টেলিযোগাযোগ ও আইসিটি বিষয়ক বিশেষ সহকারী আসন্ন নির্বাচনের জন্য একটি ইলেকশন অ্যাপ চালুর পরিকল্পনাও উপস্থাপন করেন। এই অ্যাপে ফেব্রুয়ারির নির্বাচনের প্রার্থীদের তথ্য, ভোটকেন্দ্রের অ্যাপডেট এবং অভিযোগ জানানোর জন্য ইন্টারঅ্যাকটিভ ফিচার থাকবে। প্রধান উপদেষ্টা অ্যাপটি দ্রুত চালু এবং দেশের ১০ কোটির বেশি ভোটারের জন্য ব্যবহারবান্ধব করার নির্দেশ দেন। [442, 814, 570, 1248]
news-article[interactable] [308, 899, 436, 1259]
article-body: জনগণের আন্দোলনের মুখে পালিয়ে যেতে বাধ্য হয়েছে উল্লেখ করে তিনি বলেন, এই স্বৈরাচার ১৭ বছরের বেশি সময় ধরে এই দেশের ক্ষমতা দখল করেছিল। ক্ষমতা দখল করার পরে আমরা দেখেছি, কীভাবে একে একে তারা গুম, খুন, হত্যার রাজনীতি শুরু করেছিল। তারা যে কোনো বিরোধী মতের মানুষের বিরুদ্ধে মিথ্যা মামলা দিয়েছিল। আমি নিশ্চিত এই সম্মেলনে আজকে যারা উপস্থিত আছেন তারা স্বৈরাচারের সময়ে মিথ্যা মামলায় জর্জরিত হয়েছেন। বিএনপির বাইরের বহু রাজনৈতিক দল যারা আমাদের সঙ্গে রাজপথে ছিল, ছোট-বড় রাজনৈতিক দলগুলো এ দেশের মানুষের অধিকার আদায়ে সোচ্চার ছিল। যারা স্বৈরাচারের বিরুদ্ধে দাঁড়িয়েছিল প্রত্যেকটি রাজনৈতিক দলের নেতা-কর্মীদের বিরুদ্ধে মিথ্যা মামলা দিয়েছে। প্রত্যেকটা দলের নেতা-কর্মীকে তারা খুন করেছে, গুম করেছে। নির্বাচন প্রসঙ্গে তিনি বলেন, আমরা দেখেছি সেই সময়ে বাংলাদেশের নির্বাচন ব্যবস্থাকে কীভাবে ধ্বংস করে দেওয়া হয়েছে। সেটি স্থানীয় নির্বাচন হোক, সেটি জাতীয় নির্বাচন হোক। প্রতিটি পর্যায়ে মসজিদ কমিটির নির্বাচন থেকে শুরু করে মার্কেট কমিটির নির্বাচন, স্থানীয় পর্যায়ের নির্বাচন কিংবা জাতীয় পর্যায়ের নির্বাচন। প্রতিটি নির্বাচন কেন্দ্রে চুরমার করে দেওয়া হয়েছে। বিচার ব্যবস্থাকে ধ্বংস করে দেওয়া হয়েছে উল্লেখ করে তিনি বলেন, আমরা দেখেছি সেই সময় আইনশৃঙ্খলা বাহিনীতে রাজনীতিকরণ করার মাধ্যমে আইনশৃঙ্খলা বাহিনীকে ধ্বংস করে দেওয়া হয়েছিল। ড. ইউনূসের সরকারকে উদ্দেশে তিনি বলেন, অন্তর্বর্তীকালীন সরকার সেই পথে (নির্বাচন) ধীরে ধীরে এগিয়ে যাচ্ছে। আমরা কিছুদিন আগে সরকারের পক্ষ থেকে শুনেছি, ঘোষণা করা হয়েছে রমজানের আগে ইনশাআল্লাহ জাতীয় নির্বাচন অনুষ্ঠিত হবে। এই জাতীয় নির্বাচন অনুষ্ঠানের মাধ্যমে জনগণের অধিকারের প্রথম পদক্ষেপ বাস্তবায়িত হবে। সম্মেলনে বিএনপির কেন্দ্রীয় নেতৃবৃন্দ ছাড়াও রাজশাহী মহানগর বিএনপি ও সহযোগী সংগঠনের বিভিন্ন পর্যায়ের নেতা-কর্মীরা উপস্থিত ছিলেন। [308, 137, 436, 644]
continued-from-label: প্রথম পাতার পর [217, 1149, 259, 1158]
continued-from-label: শেষ পাতার পর [486, 804, 526, 813]
news-article[interactable] [174, 912, 302, 1124]
article-headline[interactable]: হাসিনা-ইউনূস [192, 913, 284, 934]
article-headline[interactable]: পুলিশ হেফাজতে [317, 1576, 427, 1597]
article-body: সায়মা ওয়াজেদ (পুতুল), বোন শেখ রেহানা, রেহানার মেয়ে ও ব্রিটিশ এমপি টিউলিপ রিজওয়ানা সিদ্দিক, ছেলে রাদওয়ান মুজিব সিদ্দিক ও অপর মেয়ে আজমিনা সিদ্দিকসহ আরও অনেককে আসামি করা হয়। মামলায় অভিযোগে বলা হয়, সরকারের সর্বোচ্চ পদে থাকাকালে সাবেক প্রধানমন্ত্রী শেখ হাসিনা ও তার পরিবার ক্ষমতার অপব্যবহার করেন। অযোগ্য হলেও তারা পূর্বাচল আবাসন প্রকল্পের ২৭ নম্বর সেক্টরে ১০ কাঠা করে ছয়টি বরাদ্দ নেন। [576, 750, 704, 876]
article-body: খবর ছাপা হতে থাকে যে, তিনি রূপপুর পারমাণবিক বিদ্যুৎকেন্দ্র প্রকল্প থেকে ৫০০ কোটি ডলার আত্মসাৎ করেছেন। এ নিয়ে ২০১৩ সালের এক ছবি সামনে আসে, যেখানে মস্কোতে শেখ হাসিনা ও ভ্লাদিমির পুতিনের সঙ্গে সিদ্দিককে দেখা যায়। সিদ্দিক ব্যাখ্যা দেন, তিনি ও তার বোন কেবল বেড়াতে গিয়েছিলেন এ শেষ দিকে একটি আনুষ্ঠানিক চায়ের দাওয়াতে দুই মিনিটের জন্য পুতিনের সঙ্গে তার দেখা হয়েছিল। টিউলিপের বিরুদ্ধে আরেকটি অভিযোগ হলো- ২০০৪ সালে লন্ডনের কিংস ক্রস নামক এলাকায় তাকে বিনামূল্যে একটি ফ্ল্যাট দিয়েছিলেন এক ব্যবসায়ী। টিউলিপের খালা শেখ হাসিনার দলের ঘনিষ্ঠ লোকজনের সঙ্গে ওই ব্যবসায়ীর যোগাযোগ ছিল। [174, 944, 302, 1123]
continued-from-label: প্রথম পাতার পর [351, 920, 393, 929]
article-body: দেওয়া হতো। গত শনিবার দিনভর অভিযান পরিচালনা করে তিনটি দোকান থেকে ৯ জনকে আটক করে সেনাবাহিনী। তারা অবৈধ অস্ত্র বিক্রির সঙ্গে জড়িত বলে প্রাথমিকভাবে জানা গেছে। [576, 479, 704, 531]
article-headline[interactable]: গাজা দখলের [730, 762, 818, 783]
news-article[interactable] [576, 1457, 704, 1722]
article-body: তামিলনাড়ুর তিরুপুর থেকে কেবল ৪০ হাজার কোটি রুপির নিটওয়্যার রপ্তানি করা হয়। তিরুপুরের কারখানাগুলো ওয়ালমার্ট, গ্যাপ, কস্টকোর মতো বৈশ্বিক জায়ান্টদের কাছে পোশাক সরবরাহ করে এবং দেশের নিটওয়্যার রপ্তানির ৫৫ শতাংশের যোগান দেয়। সেখানকার রপ্তানিকারকরা ২০২৫-২৬ অর্থবছরে রপ্তানি ১০ থেকে ১৫ শতাংশ বৃদ্ধির প্রত্যাশা করেছিলেন। কিন্তু যুক্তরাষ্ট্রের বাড়তি শুল্ক আরোপের পর এই খাতের বিশেষজ্ঞরা পূর্বাভাস দিয়ে বলছেন, তুলা ও নিটওয়্যার পোশাক খাতে মার্কিন অর্ডার ৪০-৫০ শতাংশ কমে যেতে পারে। মার্কিন শুল্কের প্রভাব কেবল পোশাকেই সীমাবদ্ধ নয়। হোম টেক্সটাইলের জন্য বিখ্যাত কোয়েম্বাটুর ও কারুরেও বিদেশি ক্রেতাদের অর্ডার স্থগিত হতে শুরু করেছে। সাউদার্ন ইন্ডিয়া মিলস অ্যাসোসিয়েশনের মহাসচিব কে সেলভারাজু বলেছেন, ক্রেতারা বিছানার চাদর ও তোয়ালের মতো গ্রীষ্মকালীন পণ্যের অর্ডার স্থগিত কিংবা বিলম্বিত করছেন; যা সাধারণত অক্টোবরের মধ্যেই চূড়ান্ত হয়। সেলভারাজু বলেন, ‘‘যারা পোশাকের অর্ডারের বিষয়ে অগ্রিম খোঁজ-খবর নিয়েছিল, তারা এখন অপেক্ষা করতে বলছে। এই দৌড়ে দিন হয়ে গেলে আর সুযোগ পাওয়া যাবে না।’’ তামিলনাড়ুর করুর থেকেই কেবল বছরে প্রায় ৯ হাজার কোটি রুপির হোম টেক্সটাইল রপ্তানি করা হয়। এর মধ্যে ৬ হাজার ৯০০ কোটি রুপির পোশাক সরাসরি রপ্তানি করা হয়। কোয়েম্বাটুরের কারখানাগুলো বিপুল পরিমাণ তুলার তোয়ালে ও রান্নাঘরের কাপড় যুক্তরাষ্ট্রে রপ্তানি করে। বর্তমানে এসব বস্ত্রও যুক্তরাষ্ট্রের উচ্চ শুল্কের কবলে পড়েছে। [442, 105, 704, 1787]
article-body: ত্রুটি-বিচ্যুতি দূর করার জন্য ২১ আগস্ট পর্যন্ত আবেদন করা যাবে। এসব আবেদন নিষ্পত্তি হবে ২৪ আগস্টের মধ্যে। এরপর অন্যান্য কাজ শেষে চূড়ান্ত তালিকা প্রকাশ করা হবে ৩১ আগ [308, 1294, 436, 1346]
news-article[interactable] [442, 1252, 570, 1443]
article-body: বিষয়টি থেকে চাইলে প্রম্পটের আগে লিখুন এগুলো: [আপনার টেক্সট] কাজের ধরন: চ্যাটজিপিটি পুরো টেক্সট বিশ্লেষণ করে সংক্ষিপ্ত ও স্পষ্ট সারাংশ তৈরি করে। [442, 704, 570, 757]
continued-from-label: শেষ পাতার পর [754, 149, 794, 157]
article-headline[interactable]: বিভাজনের রাজনীতি [604, 881, 676, 924]
continued-from-label: শেষ পাতার পর [486, 1274, 526, 1282]
news-article[interactable] [308, 105, 436, 646]
article-body: প্রসিকিউটর তানভীর হাসান জোহার নেতৃত্বাধীন ঢাকা মহানগর পুলিশের একটি দল। এ ঘটনায় ডিএমপির খিলগাঁও বিভাগের সাবেক এডিসি রাশেদসহ পাঁচজনের বিরুদ্ধে তদন্ত করা হয়। [576, 1724, 704, 1776]
article-body: আমরা অবশ্যই তা মনিটরিং করছি। আসন্ন নির্বাচন ইস্যুতে শফিকুল আলম বলেন, জাতীয় সংসদ নির্বাচনে নিরাপত্তা নিশ্চিত করার জন্যই বডি ক্যাম কেনা হচ্ছে। এ সময় পররাষ্ট্র মন্ত্রণালয়ের ডিজি (পিডি) শাহ আসিফ রহমান, প্রধান উপদেষ্টার উপ প্রেস সচিব আবুল কালাম আজাদ মজুমদার প্রমুখ উপস্থিত ছিলেন। [308, 810, 436, 894]
news-article[interactable] [40, 162, 168, 300]
article-body: অ্যাসোসিয়েশনের (টিইএ) সভাপতি কে এম সুব্রহ্মনিয়ান বলেন, ‘‘এটি বড় ধাক্কা। প্রথমে স্বতন্ত্র রপ্তানিকারক বিভিন্ন কোম্পানি ক্ষতিগ্রস্ত হবে। ক্রেতারা ইতোমধ্যে আমাদের শুল্কের অংশ ভাগাভাগি করে নিতে বলছে। আমাদের মুনাফা মাত্র ৫ থেকে ৭ শতাংশ; আমরা কীভাবে এই ব্যয় ভাগাভাগি করব।’’ তিনি বলেন, তিরুপুরের রপ্তানির ৩০ শতাংশই যুক্তরাষ্ট্রে যায়। ইউরোপ ও মধ্যপ্রাচ্যের মতো বহুমুখী ক্রেতা কিছুটা সুরক্ষা দেবে, কিন্তু সেটিও ক্ষতি ছাড়া সম্ভব নয়। ব্র্যান্ডের বাইরে ক্রেতারা শিগগিরই সরে যাবে। আমাদের সামাজিক মানদণ্ড ও কার্যপ্রণালী মেনে চলার কারণে ব্র্যান্ডগুলো থাকতে পারে। কিন্তু তাতেও আমাদের কিছুদিন রক্তক্ষরণ হবে। টেক্সটাইল শ্রমনির্ভর খাত এবং বাজার সঙ্কুচিত হলে এই খাতে বিপুলসংখ্যক মানুষের চাকরি হারানোর শঙ্কা রয়েছে। রপ্তানি ১০-২০ শতাংশ কমে গেলে আগামী কয়েক মাসে তিরুপুর, করুর ও কোয়েম্বাটুরে টেক্সটাইল ও গার্মেন্টস খাতের এক থেকে দুই লাখ মানুষের চাকরি হারানোর ঝুঁকি তৈরি হবে। [442, 1477, 570, 1731]
logo-text-right: বর্তমান [99, 54, 144, 73]
continued-from-label: প্রথম পাতার পর [217, 419, 259, 428]
continued-from-label: প্রথম পাতার পর [351, 800, 393, 809]
article-headline[interactable]: একের পর [473, 1446, 539, 1467]
article-body: বেগমের সঙ্গে ১৯৯৭ সালে আসামি টিটুর বিয়ে হয়। বিয়ের পর থেকে টিটুসহ তার পরিবারের অন্যান্য আসামিরা ৫০ হাজার টাকা যৌতুকের দাবিতে ডালিয়াকে নির্যাতন করতো। নির্যাতনের কারণে ভুক্তভোগী ডালিয়া আদালতে যৌতুকের মামলা করেন। পরে আপস করে মামলাটি প্রত্যাহার করে সংসার শুরু করেন। আসামিরা পুনরায় ৫০ হাজার টাকা যৌতুক দাবি করে। যৌতুক না দেওয়ায় ২০০২ সালের ৭ সেপ্টেম্বর সকালে আসামি টিটু, ডালিয়ার শরীরে কেরোসিন তেল ঢেলে আগুন লাগিয়ে দেয়। টিটুর ভাই শাহ আলম, বোন জীবনী, ভাই মোস্তফা, মা আমেনা বেগম টিটুকে সহযোগিতা করেন। ভুক্তভোগীর পুরো শরীরে আগুন লেগে মারাত্মকভাবে জখম প্রাপ্ত হয়ে জ্ঞান হারান। আশপাশের ভাড়াটিয়ারা চিৎকার শুনে তাকে হাসপাতালে ভর্তি করান। পরে চিকিৎসাধীন অবস্থায় ২০০২ সালের ১৩ সেপ্টেম্বর মারা যান তিনি। [710, 159, 838, 380]
article-headline[interactable]: জনস্বার্থে অবসরে [316, 649, 428, 670]
newspaper-brand[interactable] [56, 47, 206, 82]
article-body: বিচারপতি এম এ মতিন, বিচারপতি মঈনুল ইসলাম চৌধুরী, ঢাকা বিশ্ববিদ্যালয়ের আইন অনুষদের ডিন মোহাম্মদ ইকরামুল হক, বাংলাদেশ সুপ্রিম কোর্টের সিনিয়র অ্যাডভোকেট ড. শরিফ ভূঁইয়া, ব্যারিস্টার তানিম হোসেইন শাওন ও ব্যারিস্টার ইমরান সিদ্দিক। সভায় ঐকমত্য কমিশনের হয়ে অংশ নেন কমিশনের সহ-সভাপতি অধ্যাপক ড. আলী রীয়াজ, সদস্য বিচারপতি মো. এমদাদুল হক, ড. ইফতেখারুজ্জামান, ড. বদিউল আলম মজুমদার, সফর রাজ হোসেন ও ড. মো. আইয়ুব মিয়া। এছাড়া প্রধান উপদেষ্টার বিশেষ সহকারী মনির হায়দার সভায় উপস্থিত ছিলেন। [442, 1284, 570, 1442]
article-headline[interactable]: পরিবহন ধর্মঘট [191, 1279, 285, 1300]
article-headline[interactable]: চকবাজারে বাথরুমে [576, 535, 704, 556]
news-article[interactable] [40, 1101, 168, 1769]
section-title: খবর [694, 49, 737, 77]
news-article[interactable] [710, 1401, 838, 1793]
continued-from-label: শেষ পাতার পর [620, 740, 660, 749]
news-article[interactable] [40, 303, 168, 1098]
article-headline[interactable]: অপারেশন সিঁদুরে [718, 568, 830, 589]
news-article[interactable] [174, 193, 302, 395]
article-body: এবং কয়েক ঘণ্টার মধ্যে ভারতকে নতজানু করেছে।’’ এদিকে এরআগে গতকাল ভারতীয় বিমানবাহিনীর প্রধান দাবি করেন, অপারেশন সিঁদুরে পাকিস্তানের পাঁচটি যুদ্ধবিমান ও একটি সামরিক বিমান ধ্বংস করেছেন তারা। তার এ দাবি প্রত্যাখ্যান করে পাকিস্তানের প্রতিরক্ষামন্ত্রী খাজা আসিফ ভারতকে চ্যালেঞ্জ দিয়ে বিমান ভূপাতিতের দাবি প্রমাণ করার আহ্বান জানান। এছাড়া চারদিনের সংঘাতের প্রায় তিন মাস পর বিমান ভূপাতিতের দাবি করায় এটিকে হাস্যকর হিসেবে অভিহিত করেন খাজা আসিফ। সূত্র: আলজাজিরা [710, 599, 838, 758]
continued-from-label: প্রথম পাতার পর [217, 934, 259, 943]
news-article[interactable] [174, 814, 302, 910]
continued-from-label: শেষ পাতার পর [620, 556, 660, 565]
article-body: করপোরেশনে ৩৪ জন, ঢাকা দক্ষিণ সিটি করপোরেশনে ৪৬ জন, খুলনা বিভাগে ৫৭ জন, ময়মনসিংহ বিভাগে (সিটি করপোরেশনের বাইরে) ৮ জন, রংপুর বিভাগে সিটি করপোরেশনের বাইরে) ৭ জন ও রাজশাহী বিভাগে ৩৪ জন রয়েছেন। গত ২৪ ঘণ্টায় ৪০৪ জন ডেঙ্গুরোগী হাসপাতাল থেকে ছাড়পত্র পেয়েছেন। চলতি বছরে এ যাবত ২২ হাজার ৭০৮ জন ডেঙ্গুরোগী হাসপাতাল থেকে ছাড়পত্র পেয়েছেন। [174, 1159, 302, 1275]
article-headline[interactable]: ‘দেশের বর্তমান [190, 193, 286, 214]
logo-emblem-icon: ও [81, 56, 98, 73]
continued-from-label: শেষ পাতার পর [620, 469, 660, 477]
news-article[interactable] [174, 397, 302, 810]
article-continuation[interactable] [174, 1759, 302, 1780]
article-headline[interactable]: ঐতিহাসিক পাগলা [44, 1101, 164, 1122]
article-headline[interactable]: ডেঙ্গুতে মৃত্যু [190, 1128, 286, 1149]
continued-from-label: প্রথম পাতার পর [83, 184, 125, 193]
issue-dateline [235, 47, 695, 79]
article-body: এবং ফাইবার অপটিক লাইনের মতো গুরুত্বপূর্ণ অবকাঠামোগত উন্নয়নের জন্যও ব্যবহৃত হবে। মার্কিন প্রেসিডেন্ট ডোনাল্ড ট্রাম্পের মধ্যস্থতায় আর্মেনিয়া ও আজারবাইজানের মধ্যে একটি শান্তি চুক্তির অংশ হিসেবে এই করিডোরের প্রস্তাবনাটি এসেছে। এর নামকরণ করা হয়েছে ‘ট্রাম্প রুট ফর ইন্টারন্যাশনাল পিস অ্যান্ড প্রসপারিটি’। এই প্রকল্পটিকে উভয় দেশের নেতারা স্বাগত জানিয়েছেন, কারণ এটি দীর্ঘদিনের বিরোধের অবসান ঘটিয়ে এ অঞ্চলে স্থিতিশীলতা আনতে পারে বলে তারা মনে করেন। [710, 416, 838, 564]
article-headline[interactable]: মার্কিন করিডোরকে [713, 385, 835, 406]
article-body: সরকার দলি সব চেষ্টা করে ফেলে। লেটস টক টু দা লেজুট গভর্নমেন্ট, এটা খুব স্বাভাবিক পলিটিক্যাল প্রসেস। তিনি বলেন, ‘৫ বিলিয়ন ডলার করে পণ্য আমদানি করছি। তাতে কী আমদানি কম হচ্ছে। বাজারে কী কোনো শর্টেজ আছে। কোনো পণ্যের অভাব আছে। হয়তো দশকে পারলে ক্যাপিটাল মেশিনারি ইমপোর্ট করছি না। লেজিটিমেট কোয়েশ্চেন? দা আনসার ইজ হু ইজ গোয়িং টু ইনভেস্ট ইন দিস এনভায়রনমেন্ট (এখন এখানে কে বিনিয়োগ করবে?)। আমরা খাদের কিনারায় ছিলাম সেখান থেকে যদি দ্রুত ফেরত আসতে না পারি তা হলে খাদে পড়ে যাওয়ার সম্ভাবনাটা অনেক বেশি, যোগ করেন গভর্নর। [174, 224, 302, 393]
article-headline[interactable]: কামরাঙ্গীরচরে যৌতুকের [730, 106, 818, 148]
news-article[interactable] [308, 1262, 436, 1347]
continued-from-label: প্রথম পাতার পর [217, 835, 259, 844]
header-color-bar [40, 86, 838, 101]
article-headline[interactable]: আইনশৃঙ্খলা [64, 163, 144, 184]
article-body: নারী এশিয়ান কাপ বাছাইপর্বে শক্তিশালী দক্ষিণ কোরিয়ার বিপক্ষে ৬-১ গোলের বড় ব্যবধানে হেরে লাল-সবুজের প্রতিনিধিরা। তবু সমীকরণের হিসেবে মূল পর্বে খেলার সুযোগ ছিল। গ্রুপ ‘এইচ’ রানার্স আপ হওয়া বাংলাদেশকে রানার্স আপের পয়েন্ট টেবিলে সেরা তিনে থাকতে হতো। গতকাল রোববার দিনের অপর ম্যাচে ‘ই’ গ্রুপের লেবাননকে ৮-০ গোলে হারিয়ে দিয়েছে চীন। এতেই বাংলাদেশের সেরা তিনে থাকা নিশ্চিত হয়েছে। এশিয়ার ৩৩টি দল নিয়ে ৬ আগস্ট শুরু হয় এই বাছাইপর্ব। বাছাইপর্ব থেকে আট গ্রুপ থেকে সেরা আট দল সরাসরি মূল পর্বে অংশ নেবে। গ্রুপের আট রানার্স আপ থেকে তিন দল খেলবে অনূর্ধ্ব-২০ এশিয়ান কাপে। স্বাগতিক থাইল্যান্ডকে নিয়ে ১২ দল খেলবে মূল পর্বে। আগামী বছরের এপ্রিলে শুরু হবে বয়সভিত্তিক পর্যায়ের এই টুর্নামেন্টটি। দক্ষিণ কোরিয়ার বিপক্ষে হারের আগে বাংলাদেশ অনূর্ধ্ব-২০ দল ১২ ম্যাচে অপরাজিত ছিল। দক্ষিণ কোরিয়ার বিপক্ষেও ভালো শুরু করেছিল পিটার বাটলারের দল। ১৫ মিনিটে ম্যাচের প্রথম গোলটি বাংলাদেশেই করেছিল। প্রথমার্ধ পর্যন্ত ম্যাচ ১-১ সমতা ছিল। কিন্তু দ্বিতীয়ার্ধের শুরুতে শক্তিশালী দক্ষিণ কোরিয়া লিড নেওয়ার পর পিছিয়ে পড়ে মেয়েরা। ৮৭ থেকে ৯৪ মিনিটের মধ্যে হজম করে শেষ তিনটি গোল। এবারের অনূর্ধ্ব-২০ এশিয়ান বাছাইপর্বে বাংলাদেশের মেয়েরা স্বাগতিক লাওসের বিপক্ষে ৩-১ গোলের জয় পায়। এরপর তিমুরকে উড়িয়ে দেয় ৮-০ গোলের ব্যবধানে। [174, 429, 302, 810]
